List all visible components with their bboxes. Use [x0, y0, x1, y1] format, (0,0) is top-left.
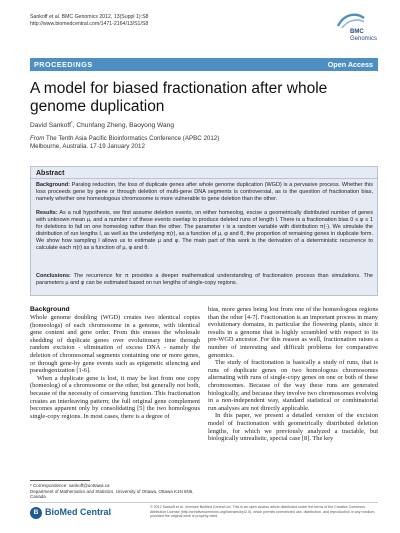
author-name: David Sankoff — [30, 122, 71, 130]
corresponding-star: * — [70, 120, 73, 125]
abstract-divider — [30, 178, 378, 179]
body-paragraph: Whole genome doubling (WGD) creates two identical copies (homeologs) of each chromosome in a genome, with identical gene content and gene order. From this ensues the wholesale shedding of duplicate genes over evolutionary time through random excision - elimination of excess DNA - namely the deletion of chromosomal segments containing one or more genes, or through gene-by gene events such as epigenetic silencing and pseudogenization [1-6]. — [30, 314, 200, 375]
results-label: Results: — [36, 210, 58, 216]
body-paragraph: The study of fractionation is basically a study of runs, that is runs of duplicate genes on two homologous chromosomes alternating with runs of single-copy genes on one or both of these chromosomes. Because of the way these runs are generated biologically, and because they involve two chromosomes evolving in a non-independent way, standard statistical or combinatorial run analyses are not directly applicable. — [208, 359, 378, 412]
citation: Sankoff et al. BMC Genomics 2012, 13(Suppl 1):S8 — [30, 14, 149, 20]
abstract-results — [36, 210, 373, 251]
body-column-right — [208, 306, 378, 443]
coauthors: , Chunfang Zheng, Baoyong Wang — [72, 122, 174, 130]
logo-line2: Genomics — [350, 36, 378, 42]
abstract-conclusions — [36, 273, 373, 287]
conclusions-label: Conclusions: — [36, 273, 71, 279]
logo-line1: BMC — [350, 29, 364, 35]
abstract-background — [36, 182, 373, 203]
body-paragraph: In this paper, we present a detailed version of the excision model of fractionation with geometrically distributed deletion lengths, for which we previously analyzed a tractable, but biologically unrealistic, special case [8]. The key — [208, 412, 378, 443]
body-paragraph: bias, more genes being lost from one of the homeologous regions than the other [4-7]. Fractionation is an important process in many evolutionary domains, in particular the flowering plants, since it results in a genome that is highly scrambled with respect to its pre-WGD ancestor. For this reason as well, fractionation raises a number of interesting and difficult problems for comparative genomics. — [208, 306, 378, 359]
results-text: As a null hypothesis, we first assume deletion events, on either homeolog, excise a geometrically distributed number of genes with unknown mean µ, and a number r of these events overlap to produce deleted runs of length l. There is a fractionation bias 0 ≤ φ ≤ 1 for deletions to fall on one homeolog rather than the other. The parameter r is a random variable with distribution π(·). We simulate the distribution of run lengths l, as well as the underlying π(r), as a function of µ, φ and θ, the proportion of remaining genes in duplicate form. We show how sampling l allows us to estimate µ and φ. The main part of this work is the derivation of a deterministic recurrence to calculate each π(r) as a function of µ, φ and θ. — [36, 210, 373, 251]
proceedings-banner — [30, 58, 378, 71]
conclusions-text: The recurrence for π provides a deeper mathematical understanding of fractionation process than simulations. The parameters µ and φ can be estimated based on run lengths of single-copy regions. — [36, 273, 373, 286]
bmc-swoosh-icon — [336, 12, 366, 30]
background-label: Background: — [36, 182, 70, 188]
conference-name: The Tenth Asia Pacific Bioinformatics Conference (APBC 2012) — [46, 135, 220, 142]
article-title: A model for biased fractionation after whole genome duplication — [30, 80, 328, 115]
footnote — [30, 483, 200, 500]
running-header — [30, 14, 148, 28]
body-column-left — [30, 306, 200, 420]
correspondence[interactable]: * Correspondence: sankoff@uottawa.ca — [30, 483, 110, 488]
from-label: From — [30, 135, 45, 142]
copyright-notice: © 2012 Sankoff et al.; licensee BioMed Central Ltd. This is an open access article distributed under the terms of the Creative Commons Attribution License (http://creativecommons.org/licenses/by/2.0), which permits unrestricted use, distribution, and reproduction in any medium, provided the original work is properly cited. — [150, 505, 376, 518]
footnote-divider — [30, 480, 90, 481]
affiliation: Department of Mathematics and Statistics, University of Ottawa, Ottawa K1N 6N5, Canada — [30, 488, 194, 500]
banner-label: PROCEEDINGS — [34, 60, 93, 69]
abstract-heading: Abstract — [36, 170, 65, 177]
section-heading: Background — [30, 306, 70, 313]
journal-logo — [336, 12, 380, 46]
biomed-logo-icon: B — [30, 507, 42, 519]
author-list — [30, 120, 174, 129]
open-access-label: Open Access — [327, 60, 373, 69]
background-text: Paralog reduction, the loss of duplicate genes after whole genome duplication (WGD) is a pervasive process. Whether this loss proceeds gene by gene or through deletion of multi-gene DNA segments is controversial, as is the question of fractionation bias, namely whether one homeologous chromosome is more vulnerable to gene deletion than the other. — [36, 182, 373, 202]
body-paragraph: When a duplicate gene is lost, it may be lost from one copy (homeolog) of a chromosome or the other, but generally not both, because of the necessity of conserving function. This fractionation creates an interleaving pattern; the full original gene complement becomes apparent only by consolidating [5] the two homologous single-copy regions. In most cases, there is a degree of — [30, 374, 200, 420]
conference-location: Melbourne, Australia. 17-19 January 2012 — [30, 143, 145, 150]
publisher-name: BioMed Central — [45, 507, 112, 517]
conference-info — [30, 135, 219, 151]
article-url[interactable]: http://www.biomedcentral.com/1471-2164/13/S1/S8 — [30, 21, 149, 27]
